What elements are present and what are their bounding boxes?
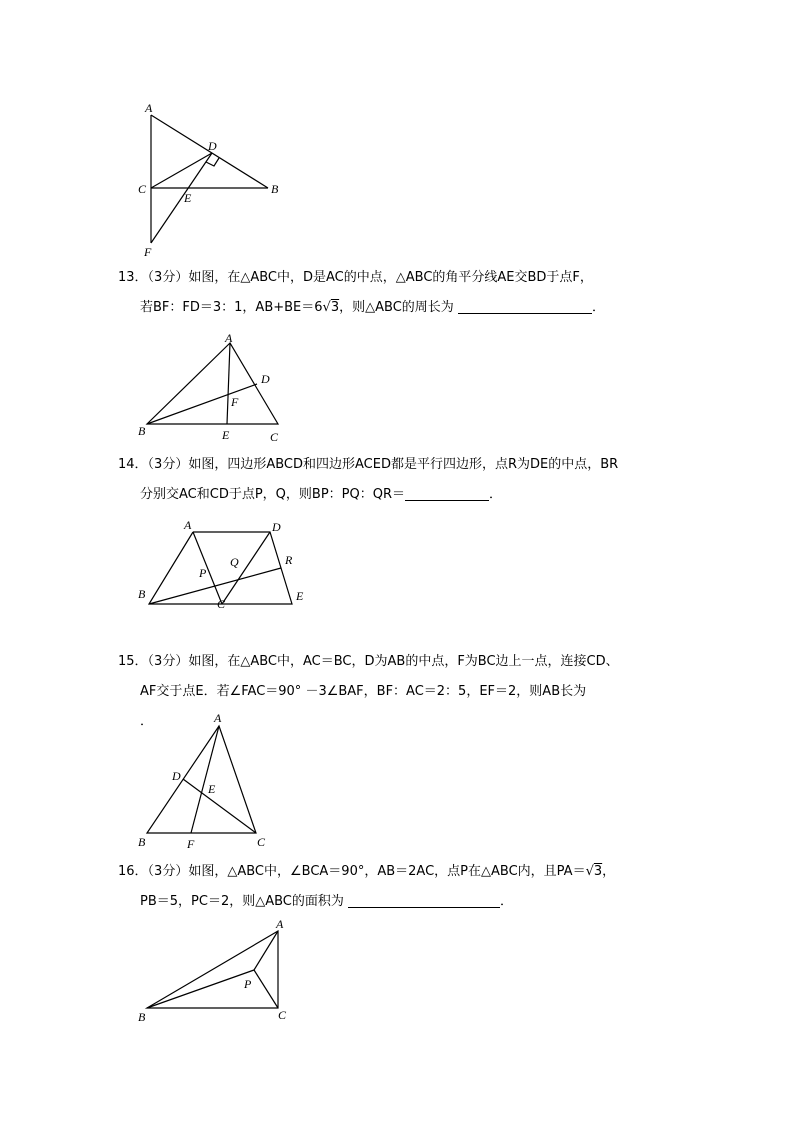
- label-p: P: [244, 977, 252, 991]
- question-text: 如图，四边形ABCD和四边形ACED都是平行四边形，点R为DE的中点，BR: [188, 457, 619, 472]
- question-text: 若BF：FD＝3：1，AB+BE＝6: [140, 300, 323, 315]
- label-q: Q: [230, 555, 239, 569]
- label-b: B: [138, 1010, 146, 1024]
- radicand: 3: [593, 864, 603, 879]
- label-c: C: [278, 1008, 287, 1022]
- question-text: AF交于点E．若∠FAC＝90° －3∠BAF，BF：AC＝2：5，EF＝2，则AB长为: [140, 684, 587, 699]
- question-text: 分别交AC和CD于点P，Q，则BP：PQ：QR＝: [140, 487, 405, 502]
- label-c: C: [257, 835, 266, 849]
- label-e: E: [296, 589, 304, 603]
- question-text: 如图，在△ABC中，D是AC的中点，△ABC的角平分线AE交BD于点F，: [188, 270, 593, 285]
- question-text: PB＝5，PC＝2，则△ABC的面积为: [140, 894, 344, 909]
- question-end: ．: [591, 300, 605, 315]
- question-score: （3分）: [147, 270, 189, 285]
- segment-pb: [147, 970, 254, 1008]
- label-e: E: [184, 191, 192, 205]
- triangle-abc: [147, 931, 278, 1008]
- label-p: P: [199, 566, 207, 580]
- question-score: （3分）: [147, 864, 189, 879]
- sqrt-symbol: √3: [585, 864, 603, 879]
- label-a: A: [214, 711, 222, 725]
- radicand: 3: [330, 300, 340, 315]
- label-b: B: [138, 587, 146, 601]
- label-c: C: [270, 430, 279, 444]
- question-number: 14．: [118, 457, 148, 472]
- label-b: B: [138, 835, 146, 849]
- question-end: ．: [140, 714, 154, 729]
- segment-pc: [254, 970, 278, 1008]
- label-d: D: [261, 372, 270, 386]
- label-f: F: [187, 837, 195, 851]
- question-end: ．: [500, 894, 514, 909]
- question-text: 如图，在△ABC中，AC＝BC，D为AB的中点，F为BC边上一点，连接CD、: [188, 654, 619, 669]
- label-f: F: [231, 395, 239, 409]
- question-text: ，: [602, 864, 616, 879]
- label-d: D: [172, 769, 181, 783]
- label-b: B: [271, 182, 279, 196]
- question-text: ，则△ABC的周长为: [339, 300, 454, 315]
- sqrt-symbol: √3: [322, 300, 340, 315]
- question-number: 15．: [118, 654, 148, 669]
- label-a: A: [225, 331, 233, 345]
- label-f: F: [144, 245, 152, 259]
- label-a: A: [145, 101, 153, 115]
- label-a: A: [276, 917, 284, 931]
- label-e: E: [208, 782, 216, 796]
- question-score: （3分）: [147, 654, 189, 669]
- question-end: ．: [489, 487, 503, 502]
- segment-pa: [254, 931, 278, 970]
- question-score: （3分）: [147, 457, 189, 472]
- label-e: E: [222, 428, 230, 442]
- label-d: D: [208, 139, 217, 153]
- label-d: D: [272, 520, 281, 534]
- label-b: B: [138, 424, 146, 438]
- label-r: R: [285, 553, 293, 567]
- question-number: 13．: [118, 270, 148, 285]
- label-a: A: [184, 518, 192, 532]
- label-c: C: [217, 597, 226, 611]
- question-text: 如图，△ABC中，∠BCA＝90°，AB＝2AC，点P在△ABC内，且PA＝: [188, 864, 586, 879]
- question-number: 16．: [118, 864, 148, 879]
- label-c: C: [138, 182, 147, 196]
